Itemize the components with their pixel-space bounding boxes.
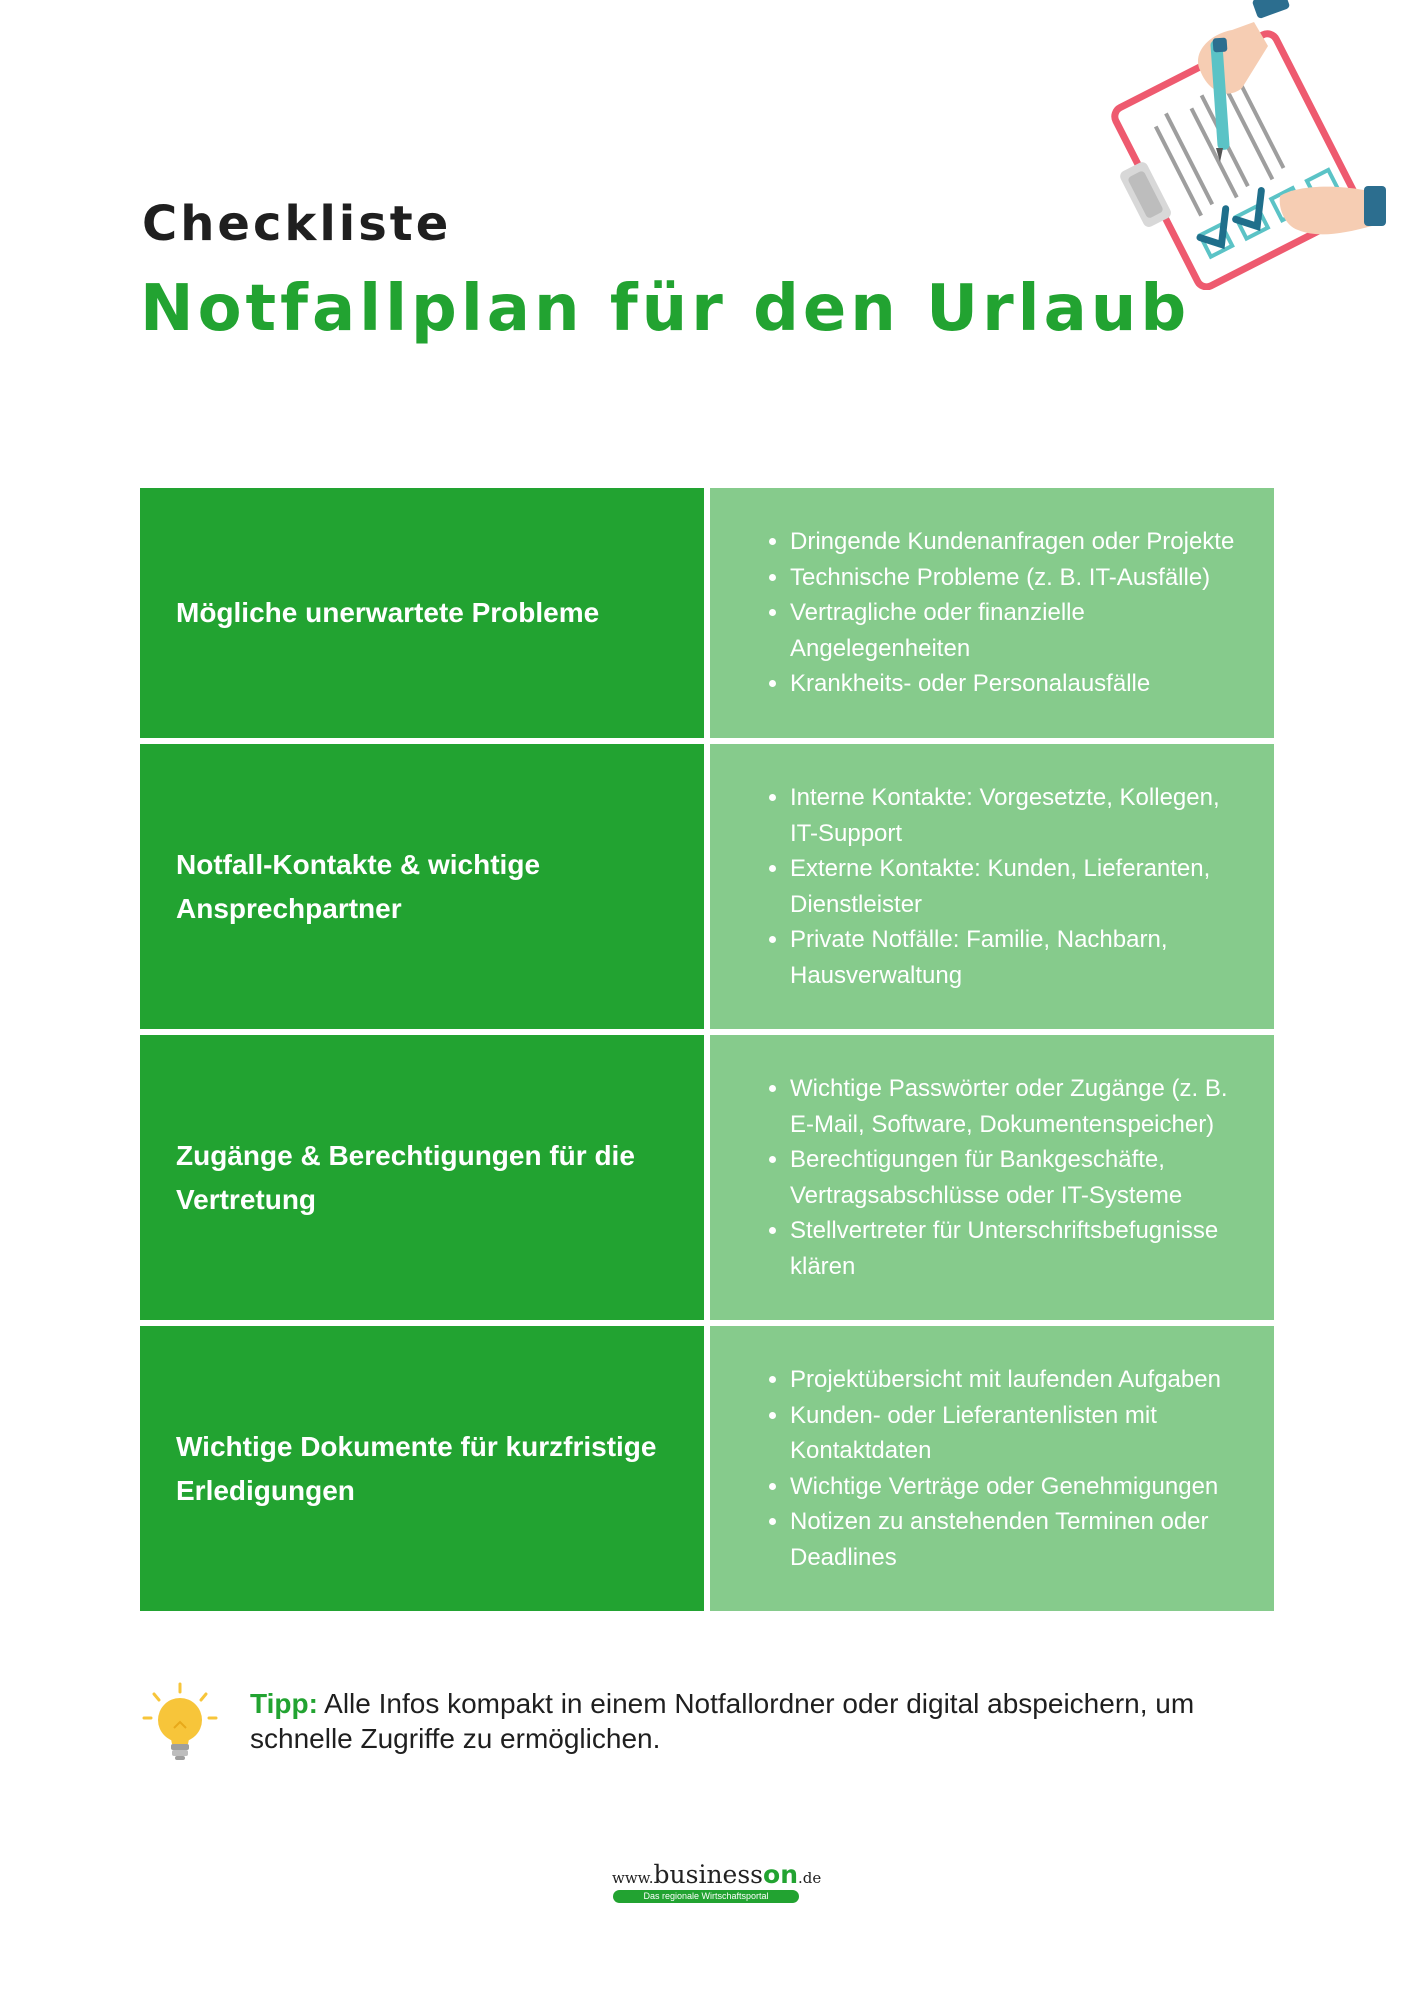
row-label: Mögliche unerwartete Probleme <box>140 488 704 738</box>
list-item: • Notizen zu anstehenden Terminen oder Deadlines <box>790 1504 1254 1575</box>
list-item: • Dringende Kundenanfragen oder Projekte <box>790 524 1254 560</box>
list-item: • Technische Probleme (z. B. IT-Ausfälle) <box>790 560 1254 596</box>
tip-text <box>250 1686 1250 1756</box>
clipboard-checklist-icon <box>1082 0 1414 290</box>
table-row <box>140 1035 1274 1320</box>
list-item: • Wichtige Verträge oder Genehmigungen <box>790 1469 1254 1505</box>
logo-tagline: Das regionale Wirtschaftsportal <box>613 1890 799 1903</box>
logo-on: on <box>763 1860 798 1889</box>
list-item: • Krankheits- oder Personalausfälle <box>790 666 1254 702</box>
list-item: • Berechtigungen für Bankgeschäfte, Vertragsabschlüsse oder IT-Systeme <box>790 1142 1254 1213</box>
list-item: • Stellvertreter für Unterschriftsbefugnisse klären <box>790 1213 1254 1284</box>
checklist-table <box>140 488 1274 1617</box>
table-row <box>140 744 1274 1029</box>
logo-www: www. <box>612 1869 654 1887</box>
list-item: • Kunden- oder Lieferantenlisten mit Kontaktdaten <box>790 1398 1254 1469</box>
page-title: Notfallplan für den Urlaub <box>140 272 1191 346</box>
tip-label: Tipp: <box>250 1688 318 1719</box>
list-item: • Vertragliche oder finanzielle Angelegenheiten <box>790 595 1254 666</box>
table-row <box>140 488 1274 738</box>
logo-main: business <box>653 1860 764 1889</box>
list-item: • Interne Kontakte: Vorgesetzte, Kollegen, IT-Support <box>790 780 1254 851</box>
businesson-logo[interactable] <box>612 1860 822 1904</box>
row-items <box>710 744 1274 1029</box>
row-label: Zugänge & Berechtigungen für die Vertretung <box>140 1035 704 1320</box>
list-item: • Private Notfälle: Familie, Nachbarn, Hausverwaltung <box>790 922 1254 993</box>
tip-body: Alle Infos kompakt in einem Notfallordner oder digital abspeichern, um schnelle Zugriffe zu ermöglichen. <box>250 1688 1195 1754</box>
row-items <box>710 1326 1274 1611</box>
table-row <box>140 1326 1274 1611</box>
lightbulb-icon <box>140 1682 220 1764</box>
logo-wordmark <box>612 1860 821 1889</box>
page-kicker: Checkliste <box>142 196 452 252</box>
list-item: • Wichtige Passwörter oder Zugänge (z. B. E-Mail, Software, Dokumentenspeicher) <box>790 1071 1254 1142</box>
row-label: Notfall-Kontakte & wichtige Ansprechpartner <box>140 744 704 1029</box>
row-label: Wichtige Dokumente für kurzfristige Erledigungen <box>140 1326 704 1611</box>
list-item: • Projektübersicht mit laufenden Aufgaben <box>790 1362 1254 1398</box>
logo-tld: .de <box>798 1869 822 1887</box>
row-items <box>710 488 1274 738</box>
list-item: • Externe Kontakte: Kunden, Lieferanten, Dienstleister <box>790 851 1254 922</box>
row-items <box>710 1035 1274 1320</box>
